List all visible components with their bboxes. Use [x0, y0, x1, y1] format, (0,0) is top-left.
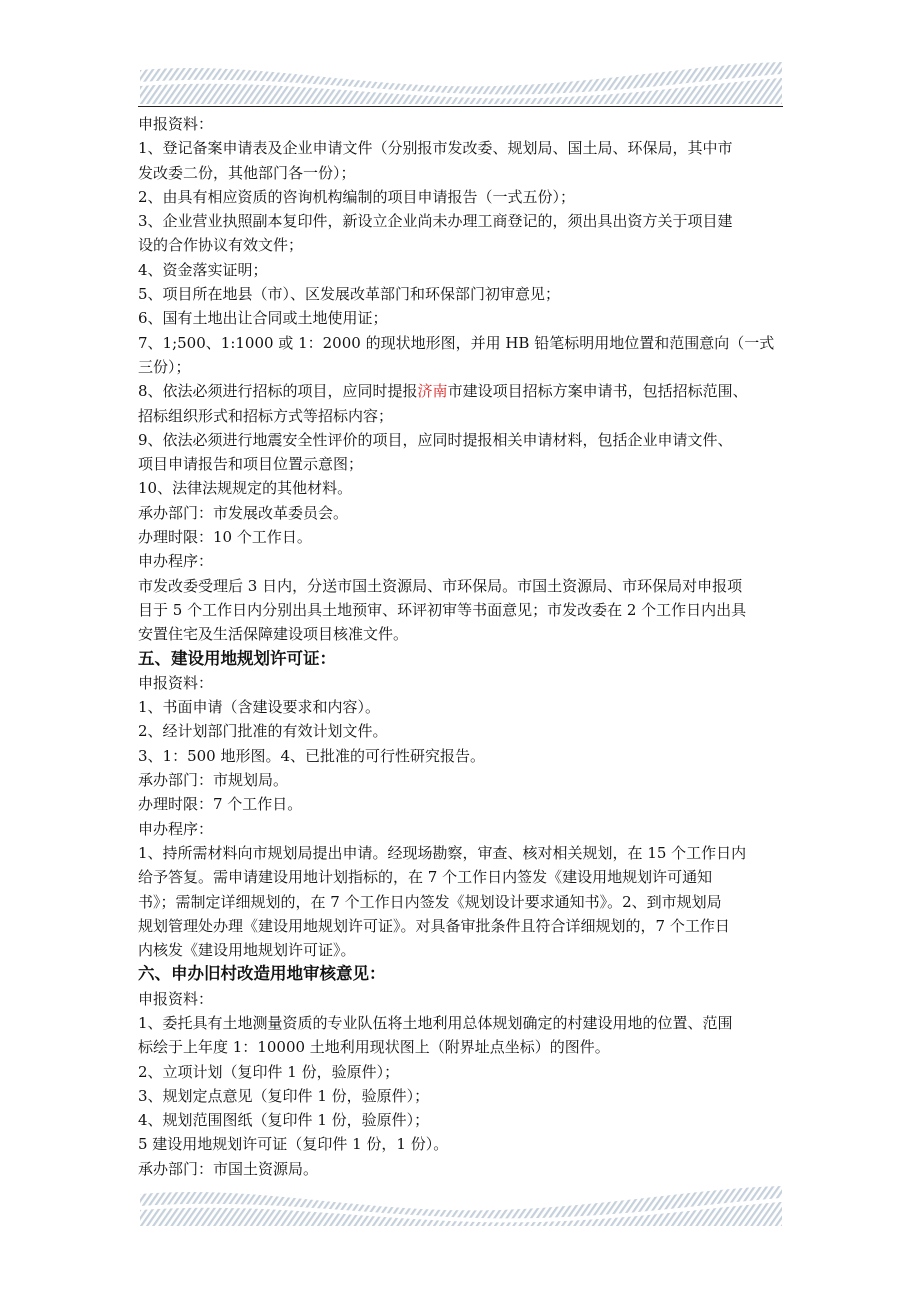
text-line: 2、立项计划（复印件 1 份，验原件）； — [138, 1062, 400, 1081]
text-line: 给予答复。需申请建设用地计划指标的，在 7 个工作日内签发《建设用地规划许可通知 — [138, 868, 713, 887]
text-line: 设的合作协议有效文件； — [138, 236, 304, 255]
text-line: 6、国有土地出让合同或土地使用证； — [138, 309, 388, 328]
text-line: 7、1;500、1:1000 或 1：2000 的现状地形图，并用 HB 铅笔标明用地位置和范围意向（一式 — [138, 333, 775, 352]
text-line: 申报资料： — [138, 989, 214, 1008]
highlighted-city-name: 济南 — [417, 382, 448, 401]
text-line: 招标组织形式和招标方式等招标内容； — [138, 406, 394, 425]
text-line: 5 建设用地规划许可证（复印件 1 份，1 份）。 — [138, 1135, 449, 1154]
text-line: 申报资料： — [138, 115, 214, 133]
text-line: 10、法律法规规定的其他材料。 — [138, 479, 353, 498]
document-body — [138, 112, 784, 1181]
text-line: 书》；需制定详细规划的，在 7 个工作日内签发《规划设计要求通知书》。2、到市规划局 — [138, 892, 722, 911]
text-line: 承办部门：市国土资源局。 — [138, 1159, 319, 1178]
section-heading: 五、建设用地规划许可证： — [138, 648, 336, 668]
text-line: 3、企业营业执照副本复印件，新设立企业尚未办理工商登记的，须出具出资方关于项目建 — [138, 212, 733, 231]
text-line: 承办部门：市发展改革委员会。 — [138, 503, 349, 522]
text-line: 内核发《建设用地规划许可证》。 — [138, 941, 356, 960]
text-line: 规划管理处办理《建设用地规划许可证》。对具备审批条件且符合详细规划的，7 个工作日 — [138, 916, 730, 935]
text-line: 2、由具有相应资质的咨询机构编制的项目申请报告（一式五份）； — [138, 187, 576, 206]
text-line: 3、规划定点意见（复印件 1 份，验原件）； — [138, 1086, 430, 1105]
text-line — [138, 379, 784, 403]
footer-decoration — [140, 1182, 782, 1226]
text-line: 项目申请报告和项目位置示意图； — [138, 455, 364, 474]
text-line: 9、依法必须进行地震安全性评价的项目，应同时提报相关申请材料，包括企业申请文件、 — [138, 430, 733, 449]
text-line: 三份）； — [138, 357, 191, 376]
text-line: 1、委托具有土地测量资质的专业队伍将土地利用总体规划确定的村建设用地的位置、范围 — [138, 1013, 733, 1032]
text-line: 3、1：500 地形图。4、已批准的可行性研究报告。 — [138, 746, 486, 765]
section-heading: 六、申办旧村改造用地审核意见： — [138, 964, 386, 984]
text-segment: 市建设项目招标方案申请书，包括招标范围、 — [447, 382, 748, 401]
text-line: 标绘于上年度 1：10000 土地利用现状图上（附界址点坐标）的图件。 — [138, 1038, 610, 1057]
text-line: 2、经计划部门批准的有效计划文件。 — [138, 722, 388, 741]
text-line: 发改委二份，其他部门各一份）； — [138, 163, 356, 182]
text-line: 4、资金落实证明； — [138, 260, 268, 279]
text-line: 目于 5 个工作日内分别出具土地预审、环评初审等书面意见；市发改委在 2 个工作日内出具 — [138, 600, 747, 619]
text-line: 1、书面申请（含建设要求和内容）。 — [138, 698, 381, 717]
text-line: 申办程序： — [138, 552, 214, 571]
text-line: 办理时限：10 个工作日。 — [138, 528, 312, 547]
text-line: 办理时限：7 个工作日。 — [138, 795, 303, 814]
header-decoration — [140, 60, 782, 104]
text-line: 申办程序： — [138, 819, 214, 838]
text-line: 1、登记备案申请表及企业申请文件（分别报市发改委、规划局、国土局、环保局，其中市 — [138, 139, 733, 158]
text-segment: 8、依法必须进行招标的项目，应同时提报 — [138, 382, 418, 401]
text-line: 申报资料： — [138, 673, 214, 692]
text-line: 安置住宅及生活保障建设项目核准文件。 — [138, 625, 409, 644]
text-line: 4、规划范围图纸（复印件 1 份，验原件）； — [138, 1111, 430, 1130]
text-line: 承办部门：市规划局。 — [138, 771, 289, 790]
header-rule — [138, 106, 783, 107]
text-line: 市发改委受理后 3 日内，分送市国土资源局、市环保局。市国土资源局、市环保局对申报项 — [138, 576, 743, 595]
text-line: 5、项目所在地县（市）、区发展改革部门和环保部门初审意见； — [138, 285, 561, 304]
text-line: 1、持所需材料向市规划局提出申请。经现场勘察，审查、核对相关规划，在 15 个工作日内 — [138, 843, 747, 862]
